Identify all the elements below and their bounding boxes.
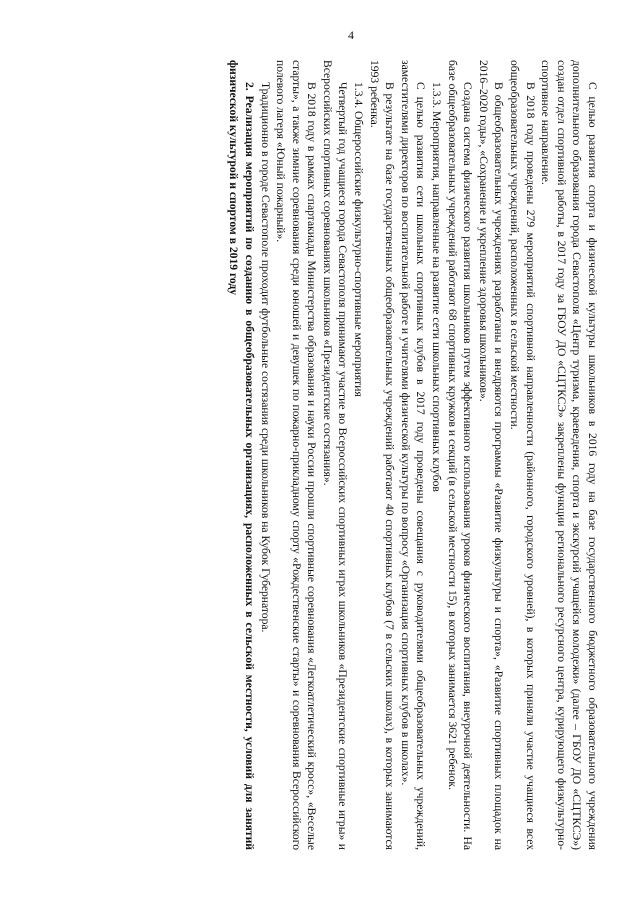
document-body: [120, 60, 600, 850]
paragraph-governor-cup: Традиционно в городе Севастополе проходит футбольные состязания среди школьников на Кубок Губернатора.: [258, 82, 272, 633]
paragraph-programs: В общеобразовательных учреждениях разработаны и внедряются программы «Развитие физкультуры и спорта», «Развитие спортивных площадок на 2016–2020 годы», «Сохранение и укрепление здоровья школьников».: [476, 60, 506, 850]
paragraph-clubs-result: В результате на базе государственных общеобразовательных учреждений работают 40 спортивных клубов (7 в сельских школах), в которых занимаются 1993 ребенка.: [367, 60, 397, 850]
section-heading-2: 2. Реализация мероприятий по созданию в общеобразовательных организациях, расположенных в сельской местности, условий для занятий физической культурой и спортом в 2019 году: [227, 60, 256, 850]
paragraph-presidential-games: Четвертый год учащиеся города Севастополя принимают участие во Всероссийских спортивных играх школьников «Президентские спортивные игры» и Всероссийских спортивных соревнованиях школьников «Президентские состязания».: [320, 60, 350, 850]
paragraph-clubs-meetings: С целью развития сети школьных спортивных клубов в 2017 году проведены совещания с руководителями общеобразовательных учреждений, заместителями директоров по воспитательной работе и учителями физической культуры по вопросу «Организация спортивных клубов в школах».: [398, 60, 428, 850]
paragraph-events-2018: В 2018 году проведены 279 мероприятий спортивной направленности (районного, городского уровней), в которых приняли участие учащиеся всех общеобразовательных учреждений, расположенных в сельской местности.: [508, 60, 537, 850]
paragraph-intro: С целью развития спорта и физической культуры школьников в 2016 году на базе государственного бюджетного образовательного учреждения дополнительного образования города Севастополя «Центр туризма, краеведения, спорта и экскурсий учащейся молодежи» (далее – ГБОУ ДО «СЦТКСЭ») создан отдел спортивной работы, в 2017 году за ГБОУ ДО «СЦТКСЭ» закреплены функции регионального ресурсного центра, курирующего физкультурно-спортивное направление.: [539, 60, 599, 850]
paragraph-spartakiad: В 2018 году в рамках спартакиады Министерства образования и науки России прошли спортивные соревнования «Легкоатлетический кросс», «Веселые старты», а также зимние соревнования среди юношей и девушек по пожарно-прикладному спорту «Рождественские старты» и соревнования Всероссийского полевого лагеря «Юный пожарный».: [274, 60, 319, 850]
section-heading-1-3-4: 1.3.4. Общероссийские физкультурно-спортивные мероприятия: [352, 82, 366, 397]
page-number: 4: [348, 28, 354, 42]
paragraph-system: Создана система физического развития школьников путем эффективного использования уроков физического воспитания, внеурочной деятельности. На базе общеобразовательных учреждений работают 68 спортивных кружков и секций (в сельской местности 15), в которых занимается 3621 ребенок.: [445, 60, 475, 850]
section-heading-1-3-3: 1.3.3. Мероприятия, направленные на развитие сети школьных спортивных клубов: [430, 82, 444, 492]
